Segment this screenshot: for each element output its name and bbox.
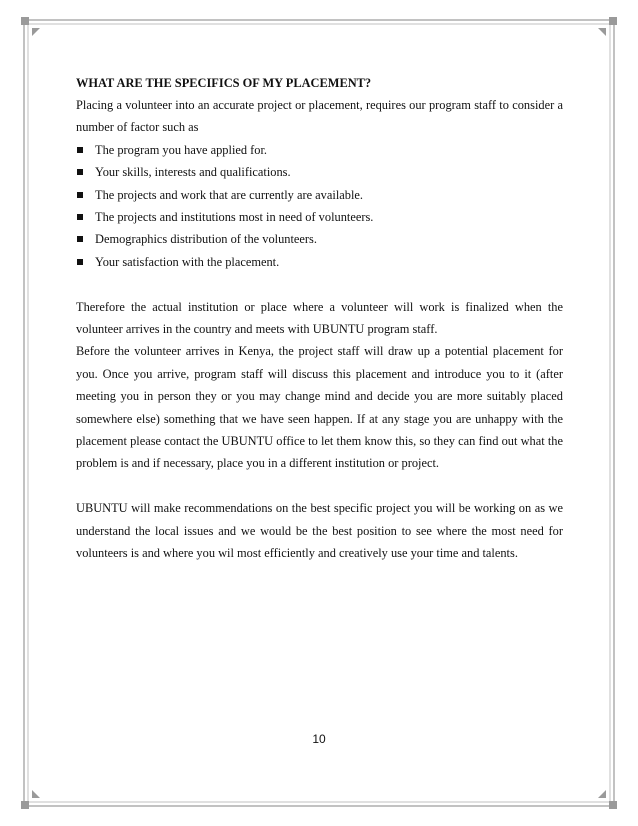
square-bullet-icon	[77, 236, 83, 242]
pre-arrival-paragraph: Before the volunteer arrives in Kenya, the project staff will draw up a potential placement for you. Once you arrive, program staff will discuss this placement and introduce you to it (after meeting you in person they or you may change mind and decide you are more suitably placed somewhere else) something that we have seen happen. If at any stage you are unhappy with the placement please contact the UBUNTU office to let them know this, so they can find out what the problem is and if necessary, place you in a different institution or project.	[76, 344, 563, 471]
page-number: 10	[312, 732, 326, 746]
list-item: The projects and work that are currently are available.	[76, 184, 563, 206]
factor-list	[76, 139, 563, 273]
page-content	[76, 72, 563, 565]
square-bullet-icon	[77, 169, 83, 175]
square-bullet-icon	[77, 259, 83, 265]
finalization-paragraph: Therefore the actual institution or place where a volunteer will work is finalized when the volunteer arrives in the country and meets with UBUNTU program staff.	[76, 299, 563, 337]
square-bullet-icon	[77, 192, 83, 198]
intro-paragraph: Placing a volunteer into an accurate project or placement, requires our program staff to consider a number of factor such as	[76, 98, 563, 135]
list-item: Your skills, interests and qualifications.	[76, 161, 563, 183]
list-item: Your satisfaction with the placement.	[76, 251, 563, 273]
square-bullet-icon	[77, 214, 83, 220]
square-bullet-icon	[77, 147, 83, 153]
list-item: The program you have applied for.	[76, 139, 563, 161]
list-item: The projects and institutions most in need of volunteers.	[76, 206, 563, 228]
recommendation-paragraph: UBUNTU will make recommendations on the best specific project you will be working on as we understand the local issues and we would be the best position to see where the most need for volunteers is and where you wil most efficiently and creatively use your time and talents.	[76, 501, 563, 561]
list-item: Demographics distribution of the volunteers.	[76, 228, 563, 250]
section-heading: WHAT ARE THE SPECIFICS OF MY PLACEMENT?	[76, 76, 372, 90]
